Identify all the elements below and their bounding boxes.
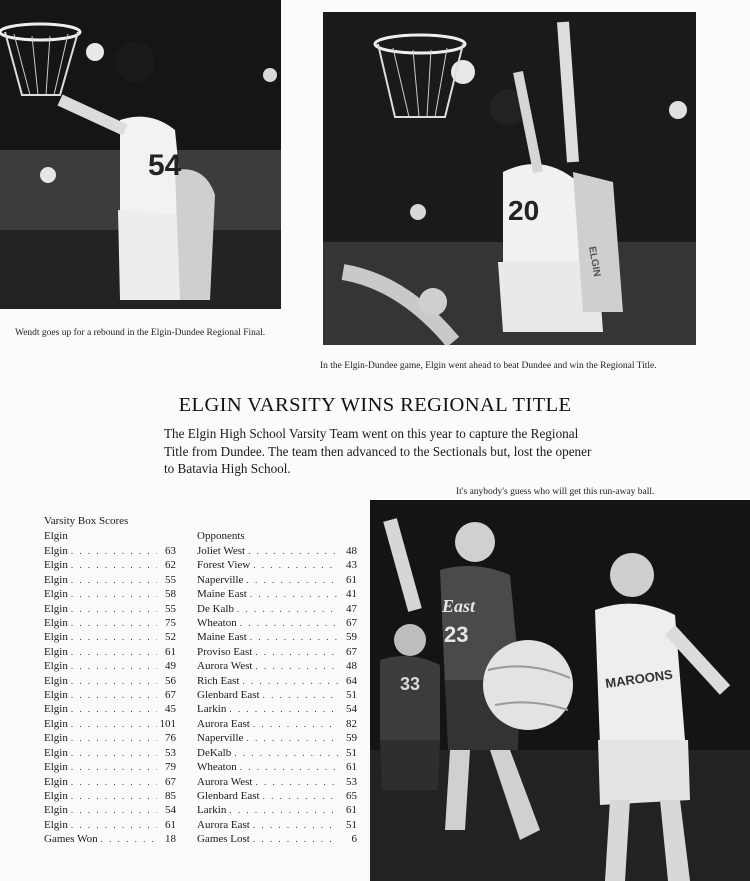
- elgin-score-row: [44, 616, 176, 630]
- leader-dots: [71, 803, 157, 817]
- leader-dots: [71, 818, 157, 832]
- leader-dots: [71, 587, 157, 601]
- opponent-score-row-score: 64: [346, 674, 357, 687]
- opponent-score-row: [197, 602, 357, 616]
- leader-dots: [71, 775, 157, 789]
- elgin-score-row-score: 62: [165, 559, 176, 572]
- opponent-score-row-score: 41: [346, 588, 357, 601]
- opponent-score-row: [197, 731, 357, 745]
- jersey-number-23: 23: [444, 622, 469, 647]
- elgin-score-row: [44, 818, 176, 832]
- elgin-score-row-score: 61: [165, 818, 176, 831]
- elgin-score-row-team: Elgin: [44, 789, 68, 802]
- opponent-score-row-team: Aurora East: [197, 717, 250, 730]
- jump-photo-art: [323, 12, 696, 345]
- leader-dots: [255, 645, 338, 659]
- leader-dots: [71, 746, 157, 760]
- jersey-number-20: 20: [508, 195, 540, 226]
- opponent-score-row-team: Glenbard East: [197, 689, 260, 702]
- leader-dots: [234, 746, 338, 760]
- opponent-score-row-team: Maine East: [197, 631, 247, 644]
- opponent-score-row-score: 59: [346, 732, 357, 745]
- leader-dots: [240, 760, 338, 774]
- elgin-score-row: [44, 803, 176, 817]
- elgin-score-row-score: 55: [165, 602, 176, 615]
- elgin-score-row-score: 58: [165, 588, 176, 601]
- opponent-score-row-team: Naperville: [197, 573, 244, 586]
- elgin-score-row-score: 53: [165, 746, 176, 759]
- leader-dots: [263, 688, 338, 702]
- elgin-score-row-team: Elgin: [44, 645, 68, 658]
- elgin-score-row: [44, 746, 176, 760]
- leader-dots: [255, 659, 338, 673]
- leader-dots: [240, 616, 338, 630]
- elgin-score-row-score: 45: [165, 703, 176, 716]
- opponent-score-row-team: Maine East: [197, 588, 247, 601]
- article-body: The Elgin High School Varsity Team went on this year to capture the Regional Title from Dundee. The team then advanced to the Sectionals but, lost the opener to Batavia High School.: [164, 426, 592, 477]
- rebound-caption: Wendt goes up for a rebound in the Elgin-Dundee Regional Final.: [15, 328, 266, 338]
- elgin-score-row-team: Elgin: [44, 631, 68, 644]
- leader-dots: [253, 832, 338, 846]
- opponent-score-row-score: 65: [346, 789, 357, 802]
- opponents-column-header: Opponents: [197, 530, 245, 542]
- leader-dots: [71, 688, 157, 702]
- elgin-score-row: [44, 544, 176, 558]
- leader-dots: [71, 717, 157, 731]
- opponent-score-row-score: 61: [346, 573, 357, 586]
- elgin-score-row-team: Elgin: [44, 804, 68, 817]
- opponent-score-row-team: Aurora West: [197, 775, 253, 788]
- elgin-score-row: [44, 630, 176, 644]
- opponent-score-row: [197, 688, 357, 702]
- loose-ball-photo-art: [370, 500, 750, 881]
- leader-dots: [71, 731, 157, 745]
- elgin-score-row: [44, 702, 176, 716]
- leader-dots: [71, 602, 157, 616]
- elgin-scores-list: [44, 544, 176, 847]
- leader-dots: [71, 789, 157, 803]
- leader-dots: [71, 702, 157, 716]
- leader-dots: [71, 558, 157, 572]
- jersey-chest-elgin: ELGIN: [586, 245, 603, 278]
- loose-ball-photo: [370, 500, 750, 881]
- leader-dots: [71, 760, 157, 774]
- opponent-score-row-score: 59: [346, 631, 357, 644]
- elgin-score-row: [44, 760, 176, 774]
- jersey-number-54: 54: [148, 149, 182, 182]
- elgin-score-row-score: 76: [165, 732, 176, 745]
- opponent-score-row-score: 67: [346, 617, 357, 630]
- opponent-score-row-score: 51: [346, 818, 357, 831]
- leader-dots: [255, 775, 338, 789]
- opponent-score-row: [197, 717, 357, 731]
- leader-dots: [253, 558, 338, 572]
- opponent-score-row-team: Wheaton: [197, 761, 237, 774]
- leader-dots: [263, 789, 338, 803]
- page-headline: ELGIN VARSITY WINS REGIONAL TITLE: [178, 394, 572, 416]
- leader-dots: [71, 674, 157, 688]
- elgin-score-row-team: Elgin: [44, 674, 68, 687]
- elgin-score-row: [44, 558, 176, 572]
- opponent-score-row-score: 54: [346, 703, 357, 716]
- leader-dots: [71, 616, 157, 630]
- opponent-score-row: [197, 573, 357, 587]
- box-scores-title: Varsity Box Scores: [44, 515, 129, 527]
- opponent-score-row: [197, 674, 357, 688]
- opponent-score-row: [197, 803, 357, 817]
- elgin-score-row-score: 75: [165, 617, 176, 630]
- opponent-score-row: [197, 789, 357, 803]
- elgin-score-row-score: 49: [165, 660, 176, 673]
- elgin-score-row-team: Elgin: [44, 761, 68, 774]
- elgin-score-row-score: 18: [165, 833, 176, 846]
- elgin-score-row: [44, 587, 176, 601]
- opponent-score-row-score: 47: [346, 602, 357, 615]
- leader-dots: [71, 645, 157, 659]
- leader-dots: [253, 717, 338, 731]
- leader-dots: [250, 630, 338, 644]
- elgin-score-row: [44, 674, 176, 688]
- opponent-score-row-score: 43: [346, 559, 357, 572]
- opponent-score-row-score: 48: [346, 545, 357, 557]
- elgin-score-row: [44, 789, 176, 803]
- elgin-score-row: [44, 573, 176, 587]
- opponent-score-row-team: Aurora West: [197, 660, 253, 673]
- leader-dots: [71, 544, 157, 558]
- leader-dots: [229, 803, 338, 817]
- opponent-score-row-team: Joliet West: [197, 545, 246, 557]
- opponent-score-row-score: 82: [346, 717, 357, 730]
- opponent-score-row: [197, 645, 357, 659]
- opponent-score-row-team: Games Lost: [197, 833, 250, 846]
- opponent-score-row-team: Larkin: [197, 703, 227, 716]
- elgin-score-row-team: Elgin: [44, 775, 68, 788]
- opponent-score-row: [197, 544, 357, 558]
- leader-dots: [237, 602, 338, 616]
- leader-dots: [248, 544, 338, 558]
- leader-dots: [246, 731, 338, 745]
- elgin-score-row-score: 63: [165, 545, 176, 557]
- jersey-east-label: East: [442, 596, 476, 616]
- opponent-score-row: [197, 760, 357, 774]
- opponent-score-row-score: 51: [346, 689, 357, 702]
- leader-dots: [229, 702, 338, 716]
- elgin-score-row-team: Elgin: [44, 617, 68, 630]
- elgin-score-row-score: 52: [165, 631, 176, 644]
- elgin-score-row: [44, 688, 176, 702]
- elgin-column-header: Elgin: [44, 530, 68, 542]
- loose-ball-caption: It's anybody's guess who will get this run-away ball.: [456, 487, 655, 497]
- elgin-score-row-team: Elgin: [44, 746, 68, 759]
- leader-dots: [250, 587, 338, 601]
- leader-dots: [71, 630, 157, 644]
- elgin-score-row-team: Elgin: [44, 602, 68, 615]
- elgin-score-row-team: Elgin: [44, 559, 68, 572]
- opponent-score-row-team: Aurora East: [197, 818, 250, 831]
- opponent-score-row: [197, 659, 357, 673]
- elgin-score-row-score: 67: [165, 689, 176, 702]
- elgin-score-row-team: Elgin: [44, 588, 68, 601]
- elgin-score-row-score: 56: [165, 674, 176, 687]
- elgin-score-row: [44, 832, 176, 846]
- elgin-score-row: [44, 645, 176, 659]
- leader-dots: [71, 659, 157, 673]
- opponent-score-row-team: Naperville: [197, 732, 244, 745]
- opponent-score-row-score: 61: [346, 761, 357, 774]
- opponent-score-row-team: DeKalb: [197, 746, 232, 759]
- opponent-score-row-team: Proviso East: [197, 645, 253, 658]
- opponent-score-row-team: Rich East: [197, 674, 240, 687]
- jump-caption: In the Elgin-Dundee game, Elgin went ahead to beat Dundee and win the Regional Title.: [320, 361, 657, 371]
- elgin-score-row-team: Elgin: [44, 717, 68, 730]
- opponent-score-row: [197, 818, 357, 832]
- leader-dots: [246, 573, 338, 587]
- opponents-scores-list: [197, 544, 357, 847]
- elgin-score-row: [44, 775, 176, 789]
- opponent-score-row-score: 51: [346, 746, 357, 759]
- opponent-score-row-team: Forest View: [197, 559, 251, 572]
- elgin-score-row-score: 79: [165, 761, 176, 774]
- elgin-score-row-team: Elgin: [44, 573, 68, 586]
- leader-dots: [253, 818, 338, 832]
- opponent-score-row: [197, 630, 357, 644]
- elgin-score-row-team: Elgin: [44, 703, 68, 716]
- leader-dots: [242, 674, 338, 688]
- rebound-photo: [0, 0, 281, 309]
- jump-photo: [323, 12, 696, 345]
- elgin-score-row: [44, 659, 176, 673]
- opponent-score-row: [197, 587, 357, 601]
- rebound-photo-art: [0, 0, 281, 309]
- elgin-score-row: [44, 717, 176, 731]
- elgin-score-row-score: 101: [159, 717, 176, 730]
- elgin-score-row: [44, 602, 176, 616]
- opponent-score-row: [197, 558, 357, 572]
- elgin-score-row: [44, 731, 176, 745]
- opponent-score-row-team: Glenbard East: [197, 789, 260, 802]
- leader-dots: [71, 573, 157, 587]
- opponent-score-row-score: 53: [346, 775, 357, 788]
- opponent-score-row-score: 48: [346, 660, 357, 673]
- elgin-score-row-score: 54: [165, 804, 176, 817]
- elgin-score-row-team: Elgin: [44, 545, 68, 557]
- elgin-score-row-team: Elgin: [44, 660, 68, 673]
- opponent-score-row: [197, 746, 357, 760]
- elgin-score-row-team: Elgin: [44, 818, 68, 831]
- elgin-score-row-team: Elgin: [44, 689, 68, 702]
- opponent-score-row: [197, 702, 357, 716]
- opponent-score-row-score: 61: [346, 804, 357, 817]
- elgin-score-row-score: 55: [165, 573, 176, 586]
- opponent-score-row: [197, 616, 357, 630]
- opponent-score-row-team: Larkin: [197, 804, 227, 817]
- elgin-score-row-score: 67: [165, 775, 176, 788]
- opponent-score-row-score: 6: [351, 833, 357, 846]
- jersey-number-33: 33: [400, 674, 421, 694]
- opponent-score-row: [197, 775, 357, 789]
- elgin-score-row-score: 85: [165, 789, 176, 802]
- elgin-score-row-team: Games Won: [44, 833, 98, 846]
- opponent-score-row-team: Wheaton: [197, 617, 237, 630]
- opponent-score-row-team: De Kalb: [197, 602, 234, 615]
- elgin-score-row-score: 61: [165, 645, 176, 658]
- opponent-score-row: [197, 832, 357, 846]
- opponent-score-row-score: 67: [346, 645, 357, 658]
- jersey-maroons-label: MAROONS: [604, 666, 674, 691]
- leader-dots: [101, 832, 157, 846]
- elgin-score-row-team: Elgin: [44, 732, 68, 745]
